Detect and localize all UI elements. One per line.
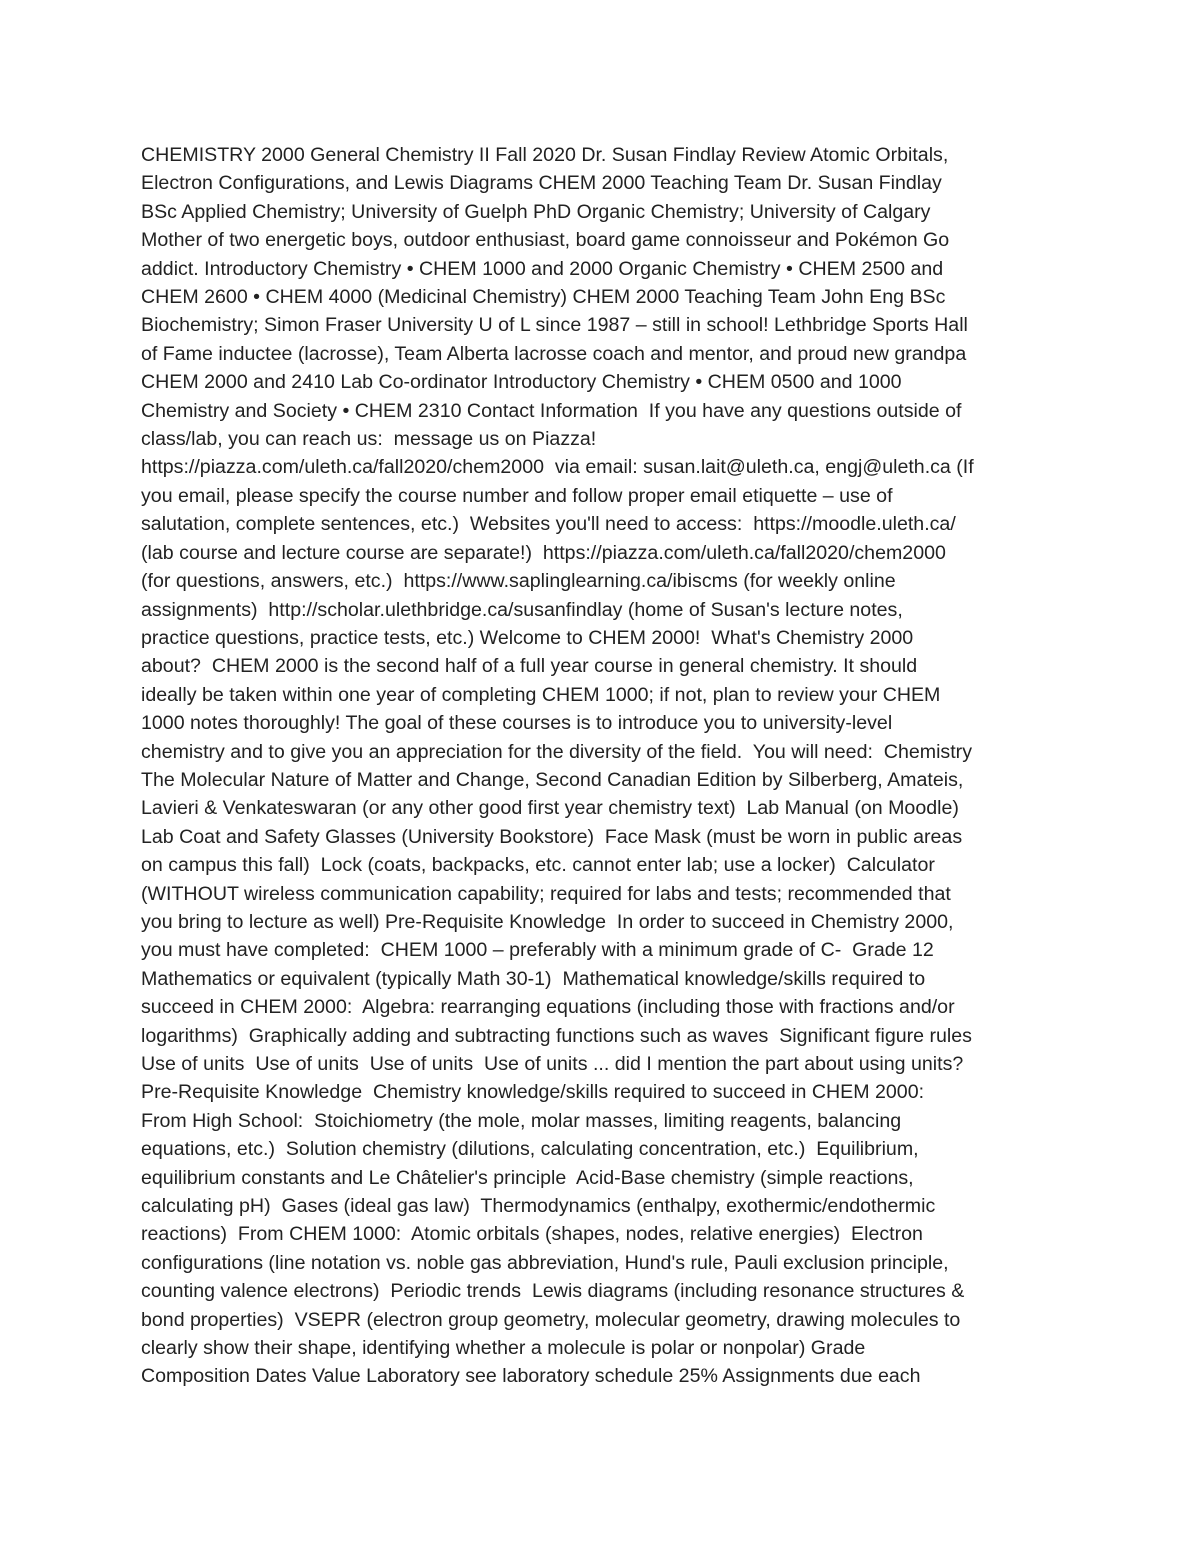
text-line: salutation, complete sentences, etc.) Websites you'll need to access: https://moodle.uleth.ca/ — [141, 513, 956, 536]
text-line: (lab course and lecture course are separate!) https://piazza.com/uleth.ca/fall2020/chem2000 — [141, 541, 946, 564]
text-line: Lavieri & Venkateswaran (or any other good first year chemistry text) Lab Manual (on Moodle) — [141, 797, 959, 820]
text-line: Mathematics or equivalent (typically Math 30-1) Mathematical knowledge/skills required to — [141, 967, 926, 990]
text-line: Pre-Requisite Knowledge Chemistry knowledge/skills required to succeed in CHEM 2000: — [141, 1081, 925, 1104]
text-line: configurations (line notation vs. noble gas abbreviation, Hund's rule, Pauli exclusion principle, — [141, 1251, 949, 1274]
text-line: you bring to lecture as well) Pre-Requisite Knowledge In order to succeed in Chemistry 2000, — [141, 910, 954, 933]
text-line: Mother of two energetic boys, outdoor enthusiast, board game connoisseur and Pokémon Go — [141, 229, 950, 252]
text-line: counting valence electrons) Periodic trends Lewis diagrams (including resonance structures & — [141, 1280, 965, 1303]
text-line: Composition Dates Value Laboratory see laboratory schedule 25% Assignments due each — [141, 1365, 921, 1388]
text-line: you must have completed: CHEM 1000 – preferably with a minimum grade of C- Grade 12 — [141, 939, 934, 962]
text-line: (WITHOUT wireless communication capability; required for labs and tests; recommended that — [141, 882, 951, 905]
text-line: Biochemistry; Simon Fraser University U of L since 1987 – still in school! Lethbridge Sports Hall — [141, 314, 968, 337]
text-line: ideally be taken within one year of completing CHEM 1000; if not, plan to review your CHEM — [141, 683, 941, 706]
text-line: practice questions, practice tests, etc.) Welcome to CHEM 2000! What's Chemistry 2000 — [141, 626, 914, 649]
text-line: addict. Introductory Chemistry • CHEM 1000 and 2000 Organic Chemistry • CHEM 2500 and — [141, 257, 944, 280]
text-line: succeed in CHEM 2000: Algebra: rearranging equations (including those with fractions and/or — [141, 996, 955, 1019]
text-line: on campus this fall) Lock (coats, backpacks, etc. cannot enter lab; use a locker) Calculator — [141, 854, 935, 877]
text-line: (for questions, answers, etc.) https://www.saplinglearning.ca/ibiscms (for weekly online — [141, 570, 896, 593]
text-line: of Fame inductee (lacrosse), Team Alberta lacrosse coach and mentor, and proud new grandpa — [141, 342, 967, 365]
text-line: you email, please specify the course number and follow proper email etiquette – use of — [141, 484, 893, 507]
text-line: equilibrium constants and Le Châtelier's principle Acid-Base chemistry (simple reactions, — [141, 1166, 914, 1189]
text-line: CHEM 2000 and 2410 Lab Co-ordinator Introductory Chemistry • CHEM 0500 and 1000 — [141, 371, 902, 394]
text-line: equations, etc.) Solution chemistry (dilutions, calculating concentration, etc.) Equilibrium, — [141, 1138, 919, 1161]
text-line: reactions) From CHEM 1000: Atomic orbitals (shapes, nodes, relative energies) Electron — [141, 1223, 923, 1246]
text-line: about? CHEM 2000 is the second half of a full year course in general chemistry. It should — [141, 655, 918, 678]
text-line: Use of units Use of units Use of units Use of units ... did I mention the part about using units? — [141, 1053, 964, 1075]
text-line: chemistry and to give you an appreciation for the diversity of the field. You will need: Chemistry — [141, 740, 972, 763]
text-line: CHEMISTRY 2000 General Chemistry II Fall 2020 Dr. Susan Findlay Review Atomic Orbitals, — [141, 144, 949, 166]
text-line: Lab Coat and Safety Glasses (University Bookstore) Face Mask (must be worn in public areas — [141, 825, 963, 848]
text-line: From High School: Stoichiometry (the mole, molar masses, limiting reagents, balancing — [141, 1109, 902, 1132]
text-line: calculating pH) Gases (ideal gas law) Thermodynamics (enthalpy, exothermic/endothermic — [141, 1195, 936, 1218]
text-line: bond properties) VSEPR (electron group geometry, molecular geometry, drawing molecules to — [141, 1308, 961, 1331]
text-line: assignments) http://scholar.ulethbridge.ca/susanfindlay (home of Susan's lecture notes, — [141, 598, 903, 621]
text-line: logarithms) Graphically adding and subtracting functions such as waves Significant figure rules — [141, 1024, 972, 1047]
text-line: Chemistry and Society • CHEM 2310 Contact Information If you have any questions outside of — [141, 399, 962, 422]
text-line: 1000 notes thoroughly! The goal of these courses is to introduce you to university-level — [141, 712, 893, 735]
text-line: class/lab, you can reach us: message us on Piazza! — [141, 428, 597, 451]
text-line: CHEM 2600 • CHEM 4000 (Medicinal Chemistry) CHEM 2000 Teaching Team John Eng BSc — [141, 286, 946, 309]
text-line: Electron Configurations, and Lewis Diagrams CHEM 2000 Teaching Team Dr. Susan Findlay — [141, 172, 942, 195]
text-line: BSc Applied Chemistry; University of Guelph PhD Organic Chemistry; University of Calgary — [141, 200, 931, 223]
text-line: The Molecular Nature of Matter and Change, Second Canadian Edition by Silberberg, Amateis, — [141, 768, 964, 791]
text-line: https://piazza.com/uleth.ca/fall2020/chem2000 via email: susan.lait@uleth.ca, engj@uleth.ca (If — [141, 456, 974, 479]
text-line: clearly show their shape, identifying whether a molecule is polar or nonpolar) Grade — [141, 1337, 866, 1360]
document-body-text — [141, 141, 1061, 1391]
